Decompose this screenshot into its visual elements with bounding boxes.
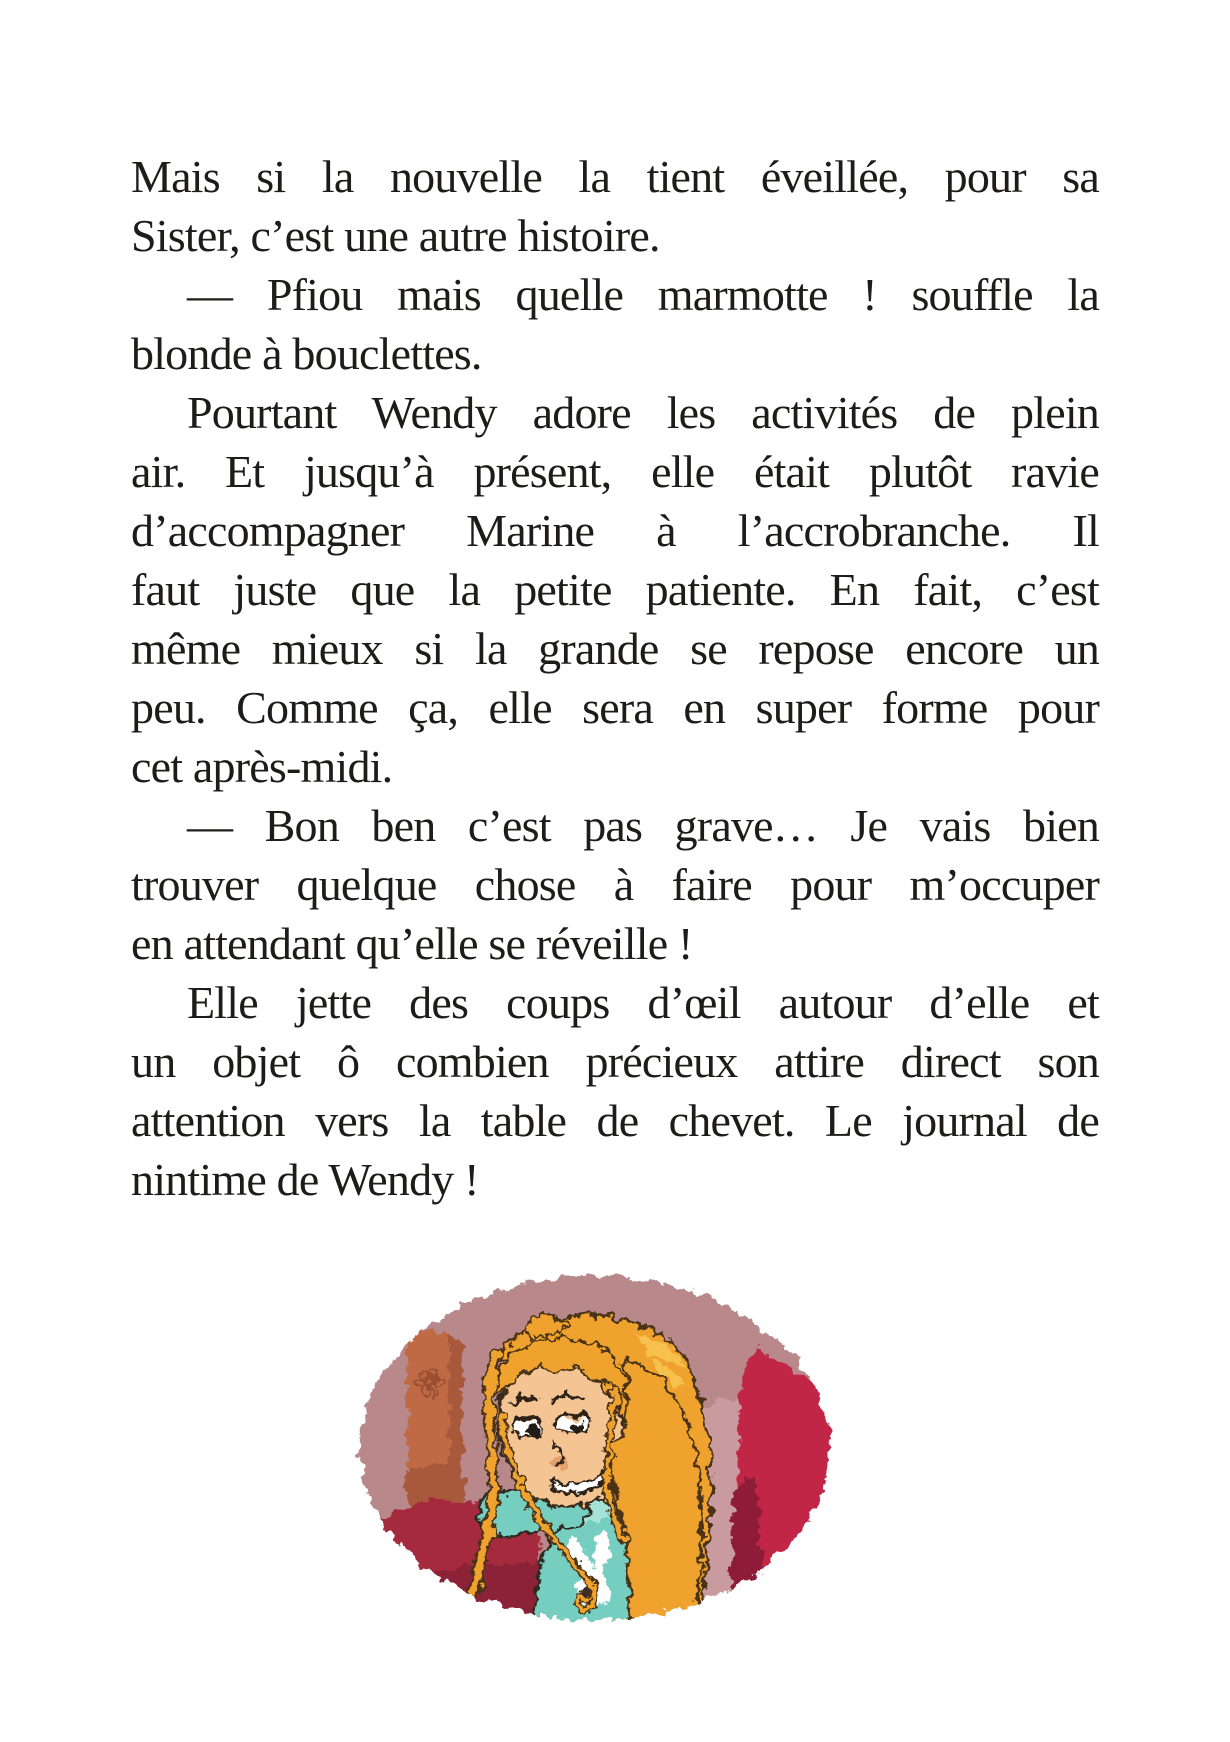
text-line: faut juste que la petite patiente. En fait, c’est — [131, 564, 1099, 615]
text-line: air. Et jusqu’à présent, elle était plutôt ravie — [131, 446, 1099, 497]
text-line: en attendant qu’elle se réveille ! — [131, 918, 693, 969]
text-line: Sister, c’est une autre histoire. — [131, 210, 660, 261]
text-line: Pourtant Wendy adore les activités de plein — [187, 387, 1099, 438]
text-line: — Bon ben c’est pas grave… Je vais bien — [187, 800, 1099, 851]
pupil-left — [529, 1424, 540, 1436]
text-line: attention vers la table de chevet. Le journal de — [131, 1095, 1099, 1146]
text-line: même mieux si la grande se repose encore un — [131, 623, 1099, 674]
text-line: Mais si la nouvelle la tient éveillée, pour sa — [131, 151, 1099, 202]
story-text — [131, 147, 1099, 1209]
text-line: — Pfiou mais quelle marmotte ! souffle la — [187, 269, 1099, 320]
curtain — [731, 1348, 839, 1680]
text-line: trouver quelque chose à faire pour m’occuper — [131, 859, 1099, 910]
vignette-scene — [325, 1240, 865, 1680]
story-illustration — [325, 1240, 865, 1680]
text-line: nintime de Wendy ! — [131, 1154, 479, 1205]
text-line: d’accompagner Marine à l’accrobranche. Il — [131, 505, 1099, 556]
armchair-edge-shadow — [449, 1332, 463, 1473]
text-line: blonde à bouclettes. — [131, 328, 482, 379]
armchair — [405, 1330, 465, 1518]
vignette-rough-group — [325, 1240, 865, 1680]
vignette-svg — [325, 1240, 865, 1680]
text-line: un objet ô combien précieux attire direct son — [131, 1036, 1099, 1087]
text-line: cet après-midi. — [131, 741, 393, 792]
pupil-right — [571, 1423, 583, 1436]
text-line: Elle jette des coups d’œil autour d’elle et — [187, 977, 1099, 1028]
girl-marine — [465, 1311, 711, 1680]
text-line: peu. Comme ça, elle sera en super forme pour — [131, 682, 1099, 733]
